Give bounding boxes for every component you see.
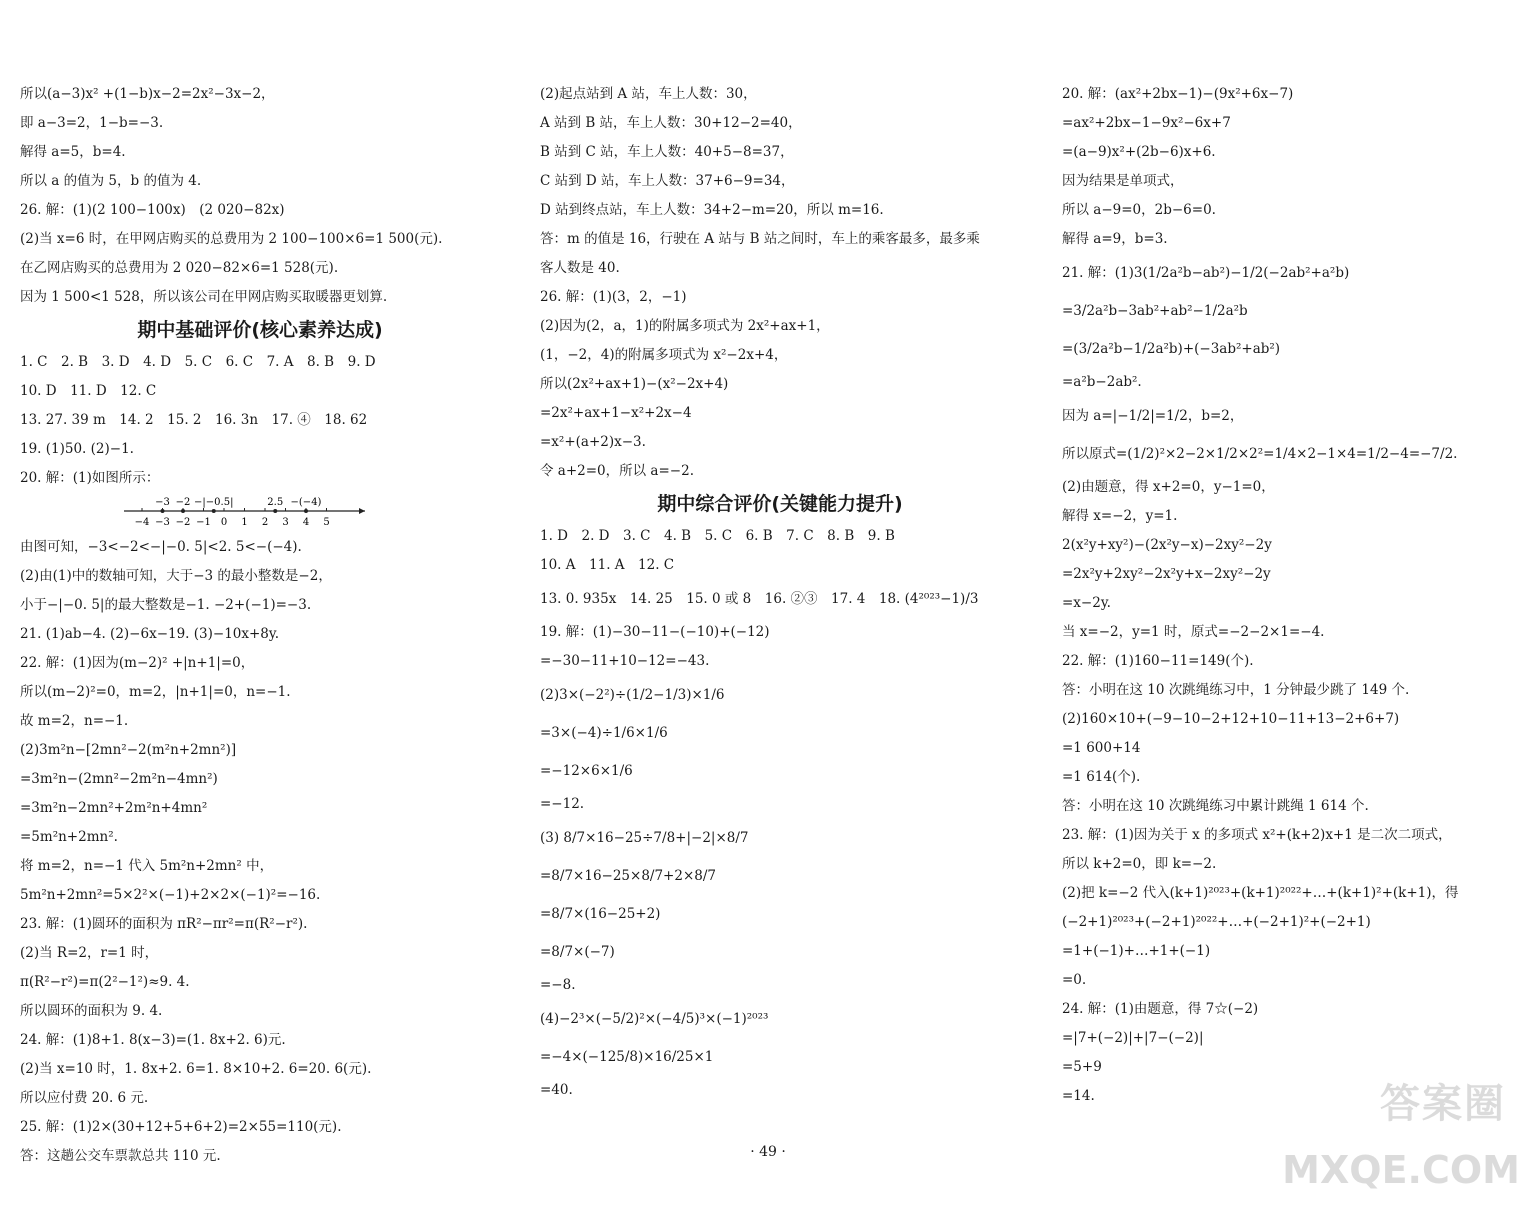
solution-line: 21. (1)ab−4. (2)−6x−19. (3)−10x+8y. <box>20 626 280 642</box>
number-line-tick-label: −4 <box>134 517 150 528</box>
page-number: · 49 · <box>750 1144 786 1160</box>
number-line-tick-label: 3 <box>282 517 289 528</box>
solution-line: D 站到终点站，车上人数：34+2−m=20，所以 m=16. <box>540 202 884 218</box>
number-line-tick-label: 1 <box>241 517 248 528</box>
solution-line: (2)3×(−2²)÷(1/2−1/3)×1/6 <box>540 687 725 703</box>
solution-line: 21. 解：(1)3(1/2a²b−ab²)−1/2(−2ab²+a²b) <box>1062 265 1350 281</box>
solution-line: =−8. <box>540 977 576 993</box>
solution-line: 10. A 11. A 12. C <box>540 557 675 573</box>
solution-line: =3m²n−2mn²+2m²n+4mn² <box>20 800 208 816</box>
solution-line: 所以(2x²+ax+1)−(x²−2x+4) <box>540 376 729 392</box>
solution-line: =(a−9)x²+(2b−6)x+6. <box>1062 144 1216 160</box>
solution-line: 所以 a−9=0，2b−6=0. <box>1062 202 1216 218</box>
solution-line: A 站到 B 站，车上人数：30+12−2=40， <box>540 115 802 131</box>
number-line-point-label: −|−0.5| <box>194 497 234 508</box>
solution-line: =8/7×(−7) <box>540 944 615 960</box>
solution-line: C 站到 D 站，车上人数：37+6−9=34， <box>540 173 795 189</box>
solution-line: 令 a+2=0，所以 a=−2. <box>540 463 694 479</box>
solution-line: π(R²−r²)=π(2²−1²)≈9. 4. <box>20 974 190 990</box>
solution-line: 当 x=−2，y=1 时，原式=−2−2×1=−4. <box>1062 624 1325 640</box>
solution-line: =|7+(−2)|+|7−(−2)| <box>1062 1030 1204 1046</box>
solution-line: =−30−11+10−12=−43. <box>540 653 710 669</box>
solution-line: 客人数是 40. <box>540 260 620 276</box>
number-line-point-label: −2 <box>175 497 191 508</box>
solution-line: =x²+(a+2)x−3. <box>540 434 646 450</box>
number-line-tick-label: −3 <box>155 517 170 528</box>
solution-line: =(3/2a²b−1/2a²b)+(−3ab²+ab²) <box>1062 341 1281 357</box>
solution-line: =3m²n−(2mn²−2m²n−4mn²) <box>20 771 218 787</box>
solution-line: 答：小明在这 10 次跳绳练习中，1 分钟最少跳了 149 个. <box>1062 682 1410 698</box>
solution-line: =3/2a²b−3ab²+ab²−1/2a²b <box>1062 303 1248 319</box>
solution-line: =2x²+ax+1−x²+2x−4 <box>540 405 692 421</box>
column-middle <box>540 80 1020 1105</box>
solution-line: 由图可知，−3<−2<−|−0. 5|<2. 5<−(−4). <box>20 539 302 555</box>
solution-line: 10. D 11. D 12. C <box>20 383 157 399</box>
solution-line: (2)当 x=6 时，在甲网店购买的总费用为 2 100−100×6=1 500(元). <box>20 231 443 247</box>
solution-line: (2)把 k=−2 代入(k+1)²⁰²³+(k+1)²⁰²²+…+(k+1)²+(k+1)，得 <box>1062 885 1459 901</box>
solution-line: =3×(−4)÷1/6×1/6 <box>540 725 668 741</box>
solution-line: 小于−|−0. 5|的最大整数是−1. −2+(−1)=−3. <box>20 597 312 613</box>
solution-line: 所以 k+2=0，即 k=−2. <box>1062 856 1217 872</box>
solution-line: =8/7×(16−25+2) <box>540 906 661 922</box>
solution-line: =1 600+14 <box>1062 740 1141 756</box>
solution-line: 20. 解：(1)如图所示： <box>20 470 160 486</box>
solution-line: 解得 x=−2，y=1. <box>1062 508 1178 524</box>
solution-line: 19. (1)50. (2)−1. <box>20 441 134 457</box>
number-line-point <box>161 509 165 513</box>
solution-line: =2x²y+2xy²−2x²y+x−2xy²−2y <box>1062 566 1271 582</box>
solution-line: 19. 解：(1)−30−11−(−10)+(−12) <box>540 624 770 640</box>
solution-line: =1+(−1)+…+1+(−1) <box>1062 943 1211 959</box>
number-line-point-label: 2.5 <box>267 497 284 508</box>
solution-line: =ax²+2bx−1−9x²−6x+7 <box>1062 115 1231 131</box>
solution-line: 在乙网店购买的总费用为 2 020−82×6=1 528(元). <box>20 260 339 276</box>
solution-line: (2)因为(2，a，1)的附属多项式为 2x²+ax+1， <box>540 318 830 334</box>
solution-line: 答：这趟公交车票款总共 110 元. <box>20 1148 221 1164</box>
solution-line: 26. 解：(1)(2 100−100x) (2 020−82x) <box>20 202 285 218</box>
solution-line: 所以圆环的面积为 9. 4. <box>20 1003 163 1019</box>
solution-line: 5m²n+2mn²=5×2²×(−1)+2×2×(−1)²=−16. <box>20 887 321 903</box>
solution-line: 2(x²y+xy²)−(2x²y−x)−2xy²−2y <box>1062 537 1272 553</box>
number-line-point <box>273 509 277 513</box>
number-line-figure <box>20 493 500 533</box>
solution-line: =5m²n+2mn². <box>20 829 118 845</box>
number-line-point <box>212 509 216 513</box>
solution-line: 24. 解：(1)由题意，得 7☆(−2) <box>1062 1001 1259 1017</box>
solution-line: 解得 a=9，b=3. <box>1062 231 1168 247</box>
solution-line: (2)起点站到 A 站，车上人数：30， <box>540 86 757 102</box>
solution-line: (2)160×10+(−9−10−2+12+10−11+13−2+6+7) <box>1062 711 1400 727</box>
solution-line: (2)当 R=2，r=1 时， <box>20 945 159 961</box>
solution-line: (2)由题意，得 x+2=0，y−1=0， <box>1062 479 1275 495</box>
solution-line: (−2+1)²⁰²³+(−2+1)²⁰²²+…+(−2+1)²+(−2+1) <box>1062 914 1371 930</box>
column-right <box>1062 80 1522 1111</box>
solution-line: 13. 27. 39 m 14. 2 15. 2 16. 3n 17. ④ 18. 62 <box>20 412 368 428</box>
number-line-tick-label: −2 <box>175 517 191 528</box>
solution-line: (2)由(1)中的数轴可知，大于−3 的最小整数是−2， <box>20 568 332 584</box>
solution-line: 26. 解：(1)(3，2，−1) <box>540 289 687 305</box>
solution-line: =0. <box>1062 972 1087 988</box>
section-title: 期中基础评价(核心素养达成) <box>137 319 383 341</box>
solution-line: =a²b−2ab². <box>1062 374 1142 390</box>
solution-line: 24. 解：(1)8+1. 8(x−3)=(1. 8x+2. 6)元. <box>20 1032 286 1048</box>
solution-line: =−4×(−125/8)×16/25×1 <box>540 1049 714 1065</box>
solution-line: (4)−2³×(−5/2)²×(−4/5)³×(−1)²⁰²³ <box>540 1011 769 1027</box>
solution-line: 1. D 2. D 3. C 4. B 5. C 6. B 7. C 8. B 9. B <box>540 528 895 544</box>
section-title: 期中综合评价(关键能力提升) <box>657 493 903 515</box>
watermark-logo <box>1282 1072 1520 1192</box>
solution-line: 答：小明在这 10 次跳绳练习中累计跳绳 1 614 个. <box>1062 798 1369 814</box>
number-line-point-label: −3 <box>155 497 170 508</box>
solution-line: 所以应付费 20. 6 元. <box>20 1090 149 1106</box>
solution-line: =40. <box>540 1082 573 1098</box>
solution-line: =8/7×16−25×8/7+2×8/7 <box>540 868 716 884</box>
number-line-tick-label: 4 <box>302 517 310 528</box>
solution-line: 因为结果是单项式， <box>1062 173 1184 189</box>
solution-line: 23. 解：(1)圆环的面积为 πR²−πr²=π(R²−r²). <box>20 916 308 932</box>
number-line-point-label: −(−4) <box>290 497 322 508</box>
number-line-tick-label: 2 <box>261 517 269 528</box>
column-left <box>20 80 500 1171</box>
solution-line: 25. 解：(1)2×(30+12+5+6+2)=2×55=110(元). <box>20 1119 342 1135</box>
solution-line: =x−2y. <box>1062 595 1111 611</box>
solution-line: 因为 1 500<1 528，所以该公司在甲网店购买取暖器更划算. <box>20 289 388 305</box>
solution-line: 解得 a=5，b=4. <box>20 144 126 160</box>
solution-line: 将 m=2，n=−1 代入 5m²n+2mn² 中， <box>20 858 274 874</box>
number-line-arrow <box>359 508 365 514</box>
solution-line: 22. 解：(1)160−11=149(个). <box>1062 653 1254 669</box>
number-line-point <box>181 509 185 513</box>
solution-line: =1 614(个). <box>1062 769 1141 785</box>
number-line-svg <box>120 493 380 533</box>
solution-line: 23. 解：(1)因为关于 x 的多项式 x²+(k+2)x+1 是二次二项式， <box>1062 827 1452 843</box>
solution-line: 故 m=2，n=−1. <box>20 713 129 729</box>
solution-line: =−12. <box>540 796 585 812</box>
solution-line: 因为 a=|−1/2|=1/2，b=2， <box>1062 408 1244 424</box>
solution-line: B 站到 C 站，车上人数：40+5−8=37， <box>540 144 794 160</box>
number-line-tick-label: −1 <box>196 517 211 528</box>
solution-line: 即 a−3=2，1−b=−3. <box>20 115 164 131</box>
solution-line: 所以原式=(1/2)²×2−2×1/2×2²=1/4×2−1×4=1/2−4=−7/2. <box>1062 446 1458 462</box>
solution-line: =−12×6×1/6 <box>540 763 633 779</box>
number-line-point <box>304 509 308 513</box>
solution-line: (2)当 x=10 时，1. 8x+2. 6=1. 8×10+2. 6=20. 6(元). <box>20 1061 372 1077</box>
solution-line: (3) 8/7×16−25÷7/8+|−2|×8/7 <box>540 830 749 846</box>
solution-line: 所以 a 的值为 5，b 的值为 4. <box>20 173 202 189</box>
solution-line: 答：m 的值是 16，行驶在 A 站与 B 站之间时，车上的乘客最多，最多乘 <box>540 231 980 247</box>
solution-line: 所以(m−2)²=0，m=2，|n+1|=0，n=−1. <box>20 684 291 700</box>
solution-line: 1. C 2. B 3. D 4. D 5. C 6. C 7. A 8. B 9. D <box>20 354 376 370</box>
solution-line: 13. 0. 935x 14. 25 15. 0 或 8 16. ②③ 17. 4 18. (4²⁰²³−1)/3 <box>540 591 979 607</box>
solution-line: 所以(a−3)x² +(1−b)x−2=2x²−3x−2， <box>20 86 275 102</box>
watermark-cn: 答案圈 <box>1380 1081 1506 1127</box>
solution-line: (2)3m²n−[2mn²−2(m²n+2mn²)] <box>20 742 237 758</box>
solution-line: =14. <box>1062 1088 1095 1104</box>
watermark-en: MXQE.COM <box>1282 1148 1520 1192</box>
solution-line: 22. 解：(1)因为(m−2)² +|n+1|=0， <box>20 655 255 671</box>
number-line-tick-label: 0 <box>220 517 228 528</box>
solution-line: 20. 解：(ax²+2bx−1)−(9x²+6x−7) <box>1062 86 1294 102</box>
solution-line: =5+9 <box>1062 1059 1102 1075</box>
number-line-tick-label: 5 <box>323 517 330 528</box>
solution-line: (1，−2，4)的附属多项式为 x²−2x+4， <box>540 347 788 363</box>
